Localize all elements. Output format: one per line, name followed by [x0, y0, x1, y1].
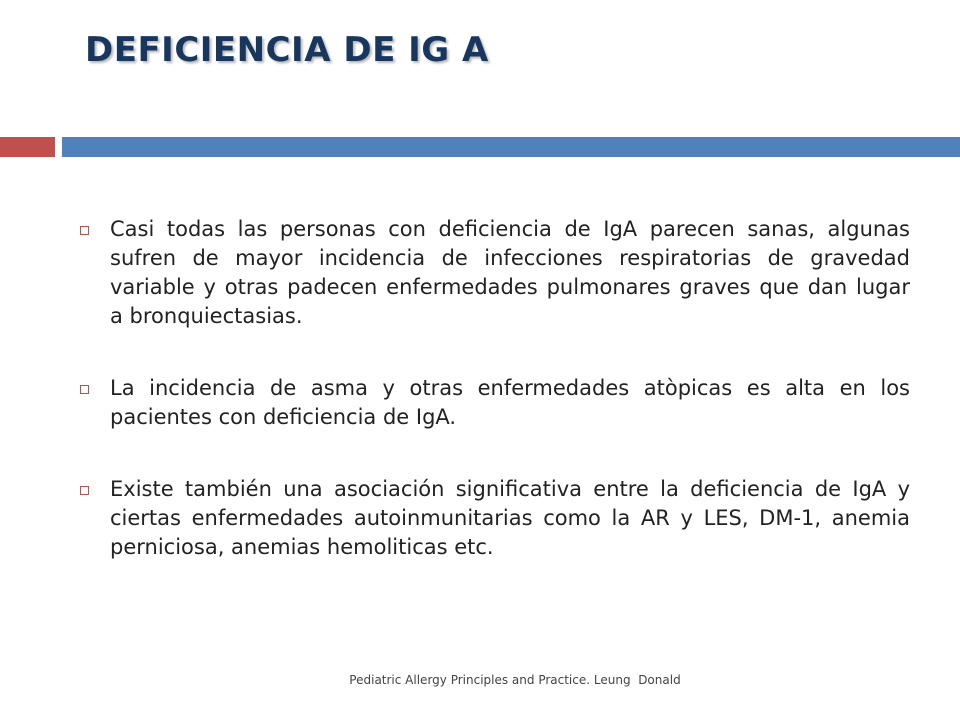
bullet-text: Existe también una asociación significativa entre la deficiencia de IgA y ciertas enfermedades autoinmunitarias como la AR y LES, DM-1, anemia perniciosa, anemias hemoliticas etc. [110, 477, 910, 559]
hollow-square-bullet-icon [80, 385, 89, 394]
accent-bar-red [0, 137, 55, 157]
bullet-item [72, 215, 910, 331]
bullet-item [72, 374, 910, 432]
accent-bar-blue [62, 137, 960, 157]
bullet-list [72, 215, 910, 605]
slide-title: DEFICIENCIA DE IG A [85, 30, 489, 70]
bullet-text: Casi todas las personas con deficiencia de IgA parecen sanas, algunas sufren de mayor incidencia de infecciones respiratorias de gravedad variable y otras padecen enfermedades pulmonares graves que dan lugar a bronquiectasias. [110, 217, 910, 328]
hollow-square-bullet-icon [80, 486, 89, 495]
hollow-square-bullet-icon [80, 226, 89, 235]
footer-reference [0, 673, 960, 687]
footer-reference-text: Pediatric Allergy Principles and Practice. Leung Donald [349, 673, 681, 687]
bullet-text: La incidencia de asma y otras enfermedades atòpicas es alta en los pacientes con deficiencia de IgA. [110, 376, 910, 429]
bullet-item [72, 475, 910, 562]
